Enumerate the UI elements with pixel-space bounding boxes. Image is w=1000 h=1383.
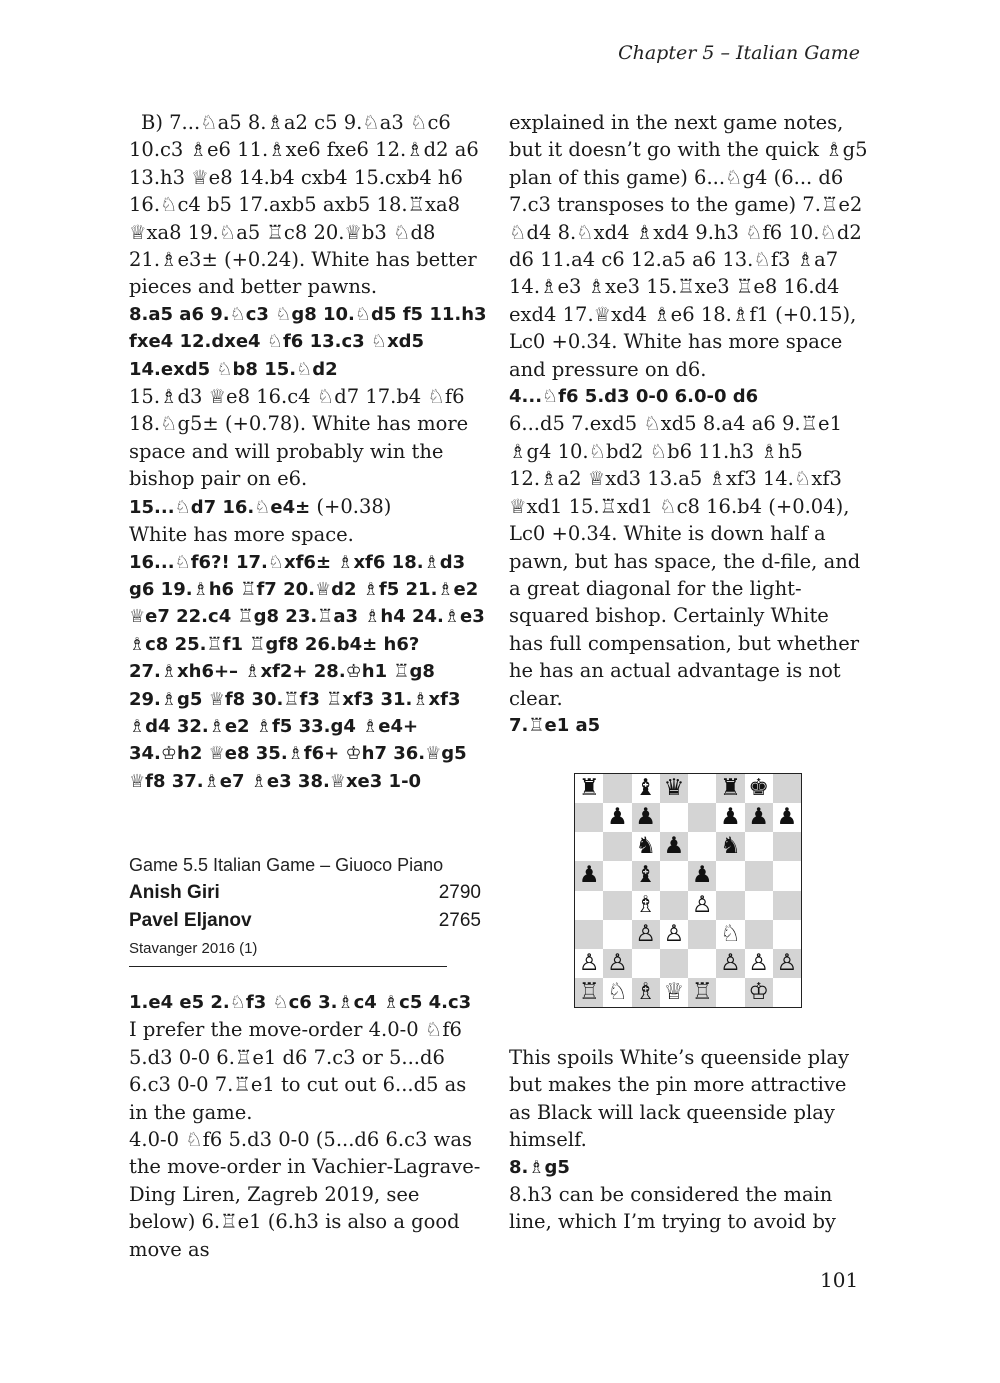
square-d8: ♛ (660, 774, 688, 803)
square-e1: ♖ (688, 978, 716, 1007)
square-d2 (660, 949, 688, 978)
main-line-moves: 8.a5 a6 9.♘c3 ♘g8 10.♘d5 f5 11.h3 fxe4 12.dxe4 ♘f6 13.c3 ♘xd5 14.exd5 ♘b8 15.♘d2 (129, 303, 487, 380)
square-f6: ♞ (716, 832, 744, 861)
black-player-rating: 2765 (438, 910, 481, 931)
left-column (129, 109, 489, 795)
square-b4 (603, 891, 631, 920)
white-player-name: Anish Giri (129, 882, 220, 903)
square-f5 (716, 861, 744, 890)
square-a7 (575, 803, 603, 832)
left-lower-text (129, 989, 489, 1263)
square-h3 (773, 920, 801, 949)
square-g7: ♟ (745, 803, 773, 832)
square-e5: ♟ (688, 861, 716, 890)
page-number: 101 (820, 1268, 859, 1292)
square-g1: ♔ (745, 978, 773, 1007)
square-d6: ♟ (660, 832, 688, 861)
square-a8: ♜ (575, 774, 603, 803)
main-line-moves: 8.♗g5 (509, 1156, 570, 1178)
note-paragraph: 15.♗d3 ♕e8 16.c4 ♘d7 17.b4 ♘f6 18.♘g5± (+0.78). White has more space and will probably win the bishop pair on e6. (129, 385, 469, 491)
square-c1: ♗ (632, 978, 660, 1007)
square-d7 (660, 803, 688, 832)
square-g5 (745, 861, 773, 890)
divider (129, 966, 447, 967)
square-g6 (745, 832, 773, 861)
square-g3 (745, 920, 773, 949)
square-e6 (688, 832, 716, 861)
square-g2: ♙ (745, 949, 773, 978)
square-d5 (660, 861, 688, 890)
square-a6 (575, 832, 603, 861)
square-f3: ♘ (716, 920, 744, 949)
square-d1: ♕ (660, 978, 688, 1007)
square-a1: ♖ (575, 978, 603, 1007)
square-b5 (603, 861, 631, 890)
square-e7 (688, 803, 716, 832)
black-player-row (129, 907, 481, 935)
square-c3: ♙ (632, 920, 660, 949)
right-column (509, 109, 869, 739)
square-c4: ♗ (632, 891, 660, 920)
square-c8: ♝ (632, 774, 660, 803)
square-b3 (603, 920, 631, 949)
square-c7: ♟ (632, 803, 660, 832)
note-paragraph: 4.0-0 ♘f6 5.d3 0-0 (5...d6 6.c3 was the move-order in Vachier-Lagrave-Ding Liren, Zagreb 2019, see below) 6.♖e1 (6.h3 is also a good move as (129, 1128, 481, 1261)
chess-diagram (574, 773, 802, 1008)
square-e2 (688, 949, 716, 978)
square-b2: ♙ (603, 949, 631, 978)
game-header (129, 852, 481, 962)
note-paragraph: I prefer the move-order 4.0-0 ♘f6 5.d3 0-0 6.♖e1 d6 7.c3 or 5...d6 6.c3 0-0 7.♖e1 to cut out 6...d5 as in the game. (129, 1018, 467, 1124)
right-lower-text (509, 1044, 869, 1236)
main-line-moves: 16...♘f6?! 17.♘xf6± ♗xf6 18.♗d3 g6 19.♗h6 ♖f7 20.♕d2 ♗f5 21.♗e2 ♕e7 22.c4 ♖g8 23.♖a3 ♗h4 24.♗e3 ♗c8 25.♖f1 ♖gf8 26.b4± h6? 27.♗xh6+– ♗xf2+ 28.♔h1 ♖g8 29.♗g5 ♕f8 30.♖f3 ♖xf3 31.♗xf3 ♗d4 32.♗e2 ♗f5 33.g4 ♗e4+ 34.♔h2 ♕e8 35.♗f6+ ♔h7 36.♕g5 ♕f8 37.♗e7 ♗e3 38.♕xe3 1-0 (129, 551, 485, 792)
note-paragraph: White has more space. (129, 523, 354, 547)
square-f2: ♙ (716, 949, 744, 978)
square-g8: ♚ (745, 774, 773, 803)
square-h1 (773, 978, 801, 1007)
square-h6 (773, 832, 801, 861)
square-c5: ♝ (632, 861, 660, 890)
main-line-moves: 7.♖e1 a5 (509, 714, 601, 736)
note-paragraph: B) 7...♘a5 8.♗a2 c5 9.♘a3 ♘c6 10.c3 ♗e6 11.♗xe6 fxe6 12.♗d2 a6 13.h3 ♕e8 14.b4 cxb4 15.cxb4 h6 16.♘c4 b5 17.axb5 axb5 18.♖xa8 ♕xa8 19.♘a5 ♖c8 20.♕b3 ♘d8 21.♗e3± (+0.24). White has better pieces and better pawns. (129, 111, 479, 299)
square-b1: ♘ (603, 978, 631, 1007)
square-g4 (745, 891, 773, 920)
square-e4: ♙ (688, 891, 716, 920)
main-line-moves: 4...♘f6 5.d3 0-0 6.0-0 d6 (509, 386, 759, 408)
evaluation-text: (+0.38) (310, 494, 392, 518)
white-player-row (129, 879, 481, 907)
square-h5 (773, 861, 801, 890)
square-a4 (575, 891, 603, 920)
square-h8 (773, 774, 801, 803)
note-paragraph: 8.h3 can be considered the main line, which I’m trying to avoid by (509, 1183, 836, 1234)
note-paragraph: 6...d5 7.exd5 ♘xd5 8.a4 a6 9.♖e1 ♗g4 10.♘bd2 ♘b6 11.h3 ♗h5 12.♗a2 ♕xd3 13.a5 ♗xf3 14.♘xf3 ♕xd1 15.♖xd1 ♘c8 16.b4 (+0.04), Lc0 +0.34. White is down half a pawn, but has space, the d-file, and a great diagonal for the light-squared bishop. Certainly White has full compensation, but whether he has an actual advantage is not clear. (509, 412, 861, 710)
game-title: Game 5.5 Italian Game – Giuoco Piano (129, 855, 444, 875)
square-a5: ♟ (575, 861, 603, 890)
running-header: Chapter 5 – Italian Game (618, 42, 860, 64)
square-h7: ♟ (773, 803, 801, 832)
square-b6 (603, 832, 631, 861)
square-d3: ♙ (660, 920, 688, 949)
square-a2: ♙ (575, 949, 603, 978)
square-e3 (688, 920, 716, 949)
square-d4 (660, 891, 688, 920)
main-line-moves: 1.e4 e5 2.♘f3 ♘c6 3.♗c4 ♗c5 4.c3 (129, 992, 472, 1013)
square-c6: ♞ (632, 832, 660, 861)
square-f8: ♜ (716, 774, 744, 803)
square-f1 (716, 978, 744, 1007)
square-f4 (716, 891, 744, 920)
square-a3 (575, 920, 603, 949)
black-player-name: Pavel Eljanov (129, 910, 252, 931)
square-h4 (773, 891, 801, 920)
square-f7: ♟ (716, 803, 744, 832)
note-paragraph: This spoils White’s queenside play but makes the pin more attractive as Black will lack queenside play himself. (509, 1046, 850, 1152)
game-venue: Stavanger 2016 (1) (129, 940, 258, 957)
mixed-line (129, 493, 489, 521)
square-h2: ♙ (773, 949, 801, 978)
square-b7: ♟ (603, 803, 631, 832)
square-e8 (688, 774, 716, 803)
white-player-rating: 2790 (438, 882, 481, 903)
square-c2 (632, 949, 660, 978)
square-b8 (603, 774, 631, 803)
main-line-moves: 15...♘d7 16.♘e4± (129, 496, 311, 518)
note-paragraph: explained in the next game notes, but it doesn’t go with the quick ♗g5 plan of this game) 6...♘g4 (6... d6 7.c3 transposes to the game) 7.♖e2 ♘d4 8.♘xd4 ♗xd4 9.h3 ♘f6 10.♘d2 d6 11.a4 c6 12.a5 a6 13.♘f3 ♗a7 14.♗e3 ♗xe3 15.♖xe3 ♖e8 16.d4 exd4 17.♕xd4 ♗e6 18.♗f1 (+0.15), Lc0 +0.34. White has more space and pressure on d6. (509, 111, 868, 381)
